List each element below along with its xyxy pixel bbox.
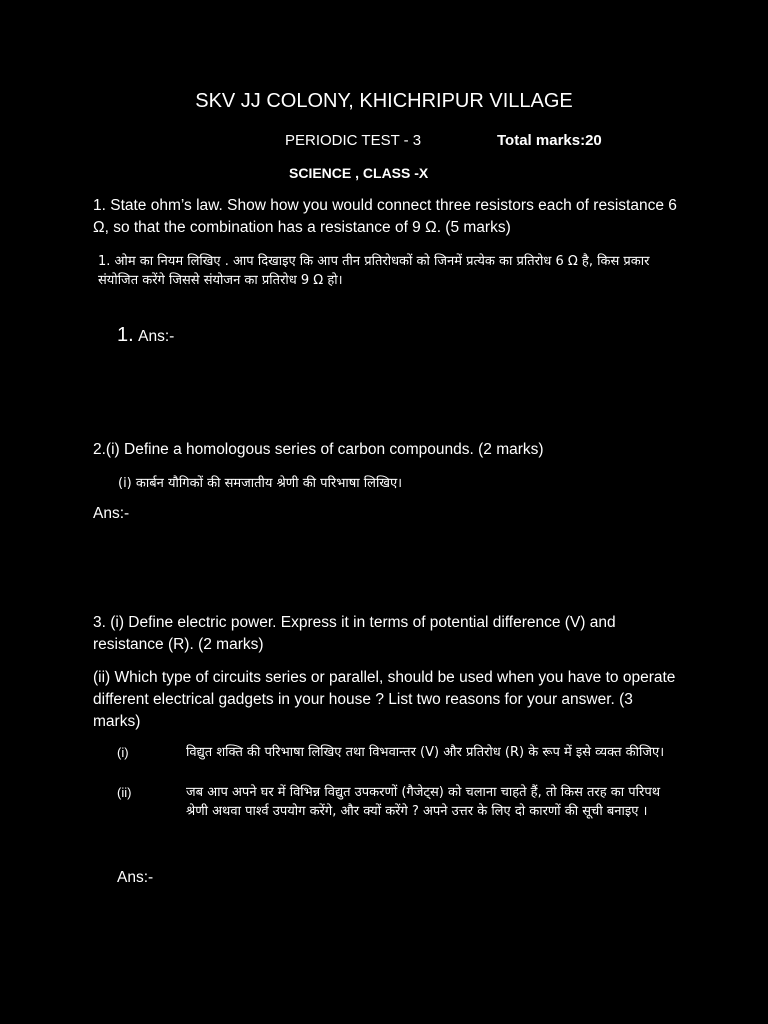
question-1-hindi: 1. ओम का नियम लिखिए . आप दिखाइए कि आप तीन प्रतिरोधकों को जिनमें प्रत्येक का प्रतिरोध 6 Ω है, किस प्रकार संयोजित करेंगे जिससे संयोजन का प्रतिरोध 9 Ω हो। bbox=[98, 254, 650, 288]
subject-class: SCIENCE , CLASS -X bbox=[289, 165, 429, 181]
test-name: PERIODIC TEST - 3 bbox=[285, 132, 422, 149]
question-2-english: 2.(i) Define a homologous series of carbon compounds. (2 marks) bbox=[93, 441, 544, 458]
answer-label: Ans:- bbox=[138, 328, 175, 345]
question-2-answer-label: Ans:- bbox=[93, 505, 130, 522]
question-3-part-ii-english: (ii) Which type of circuits series or parallel, should be used when you have to operate different electrical gadgets in your house ? List two reasons for your answer. (3 marks) bbox=[93, 669, 676, 730]
school-title: SKV JJ COLONY, KHICHRIPUR VILLAGE bbox=[195, 90, 573, 112]
question-3-hindi-ii-label: (ii) bbox=[117, 785, 132, 800]
question-3-hindi-i-label: (i) bbox=[117, 745, 129, 760]
question-1-english: 1. State ohm’s law. Show how you would connect three resistors each of resistance 6 Ω, so that the combination has a resistance of 9 Ω. (5 marks) bbox=[93, 197, 677, 236]
question-3-hindi-ii-text: जब आप अपने घर में विभिन्न विद्युत उपकरणों (गैजेट्स) को चलाना चाहते हैं, तो किस तरह का परिपथ श्रेणी अथवा पार्श्व उपयोग करेंगे, और क्यों करेंगे ? अपने उत्तर के लिए दो कारणों की सूची बनाइए । bbox=[186, 785, 661, 819]
question-1-answer bbox=[117, 324, 174, 347]
question-3-hindi-i-text: विद्युत शक्ति की परिभाषा लिखिए तथा विभवान्तर (V) और प्रतिरोध (R) के रूप में इसे व्यक्त कीजिए। bbox=[186, 745, 665, 760]
answer-number: 1. bbox=[117, 324, 134, 346]
total-marks: Total marks:20 bbox=[497, 132, 602, 149]
question-3-part-i-english: 3. (i) Define electric power. Express it in terms of potential difference (V) and resistance (R). (2 marks) bbox=[93, 614, 616, 653]
question-2-hindi: (i) कार्बन यौगिकों की समजातीय श्रेणी की परिभाषा लिखिए। bbox=[118, 476, 403, 491]
question-3-answer-label: Ans:- bbox=[117, 869, 154, 886]
